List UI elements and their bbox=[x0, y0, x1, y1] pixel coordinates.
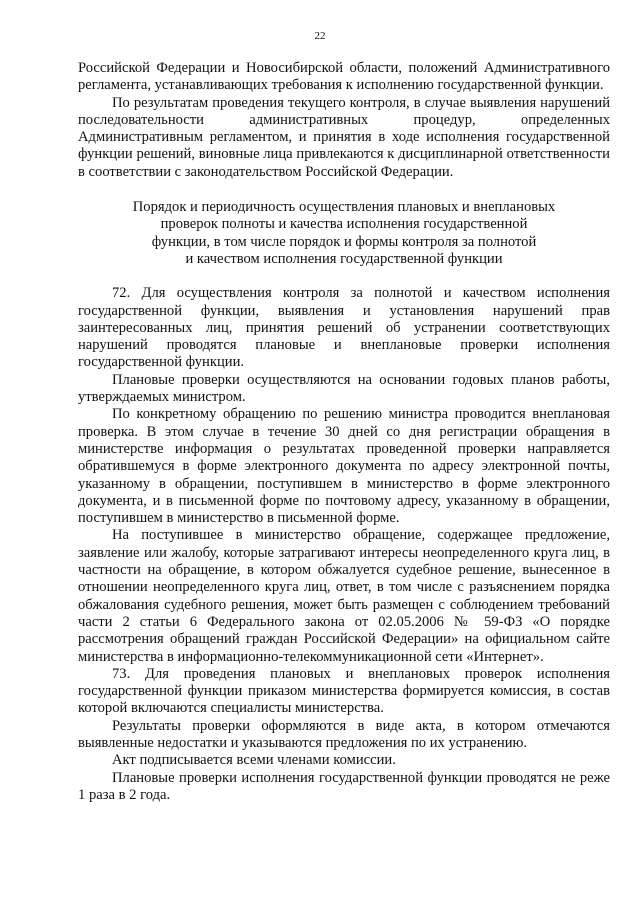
paragraph-current-control-results: По результатам проведения текущего контроля, в случае выявления нарушений последовательности административных процедур, определенных Административным регламентом, и принятия в ходе исполнения государственной функции решений, виновные лица привлекаются к дисциплинарной ответственности в соответствии с законодательством Российской Федерации. bbox=[78, 94, 610, 180]
paragraph-appeal-response: На поступившее в министерство обращение, содержащее предложение, заявление или жалобу, которые затрагивают интересы неопределенного круга лиц, в частности на обращение, в котором обжалуется судебное решение, вынесенное в отношении неопределенного круга лиц, ответ, в том числе с разъяснением порядка обжалования судебного решения, может быть размещен с соблюдением требований части 2 статьи 6 Федерального закона от 02.05.2006 № 59-ФЗ «О порядке рассмотрения обращений граждан Российской Федерации» на официальном сайте министерства в информационно-телекоммуникационной сети «Интернет». bbox=[78, 527, 610, 665]
paragraph-continuation: Российской Федерации и Новосибирской области, положений Административного регламента, устанавливающих требования к исполнению государственной функции. bbox=[78, 60, 610, 94]
section-heading bbox=[78, 199, 610, 268]
paragraph-item-72: 72. Для осуществления контроля за полнотой и качеством исполнения государственной функции, выявления и установления нарушений прав заинтересованных лиц, принятия решений об устранении соответствующих нарушений проводятся плановые и внеплановые проверки исполнения государственной функции. bbox=[78, 285, 610, 371]
section-heading-line: проверок полноты и качества исполнения государственной bbox=[160, 216, 528, 233]
paragraph-item-73: 73. Для проведения плановых и внеплановых проверок исполнения государственной функции приказом министерства формируется комиссия, в состав которой включаются специалисты министерства. bbox=[78, 665, 610, 717]
paragraph-inspection-frequency: Плановые проверки исполнения государственной функции проводятся не реже 1 раза в 2 года. bbox=[78, 769, 610, 803]
section-heading-line: Порядок и периодичность осуществления плановых и внеплановых bbox=[132, 199, 556, 216]
paragraph-unplanned-inspection: По конкретному обращению по решению министра проводится внеплановая проверка. В этом случае в течение 30 дней со дня регистрации обращения в министерстве информация о результатах проведенной проверки направляется обратившемуся в форме электронного документа по адресу электронной почты, указанному в обращении, поступившем в министерство в форме электронного документа, и в письменной форме по почтовому адресу, указанному в обращении, поступившем в министерство в письменной форме. bbox=[78, 406, 610, 527]
document-body bbox=[78, 60, 610, 804]
paragraph-act-signed: Акт подписывается всеми членами комиссии. bbox=[112, 752, 396, 769]
paragraph-inspection-results: Результаты проверки оформляются в виде акта, в котором отмечаются выявленные недостатки и указываются предложения по их устранению. bbox=[78, 717, 610, 751]
section-heading-line: и качеством исполнения государственной функции bbox=[185, 250, 503, 267]
section-heading-line: функции, в том числе порядок и формы контроля за полнотой bbox=[151, 233, 537, 250]
page-number: 22 bbox=[314, 30, 326, 42]
paragraph-planned-inspections: Плановые проверки осуществляются на основании годовых планов работы, утверждаемых министром. bbox=[78, 371, 610, 406]
